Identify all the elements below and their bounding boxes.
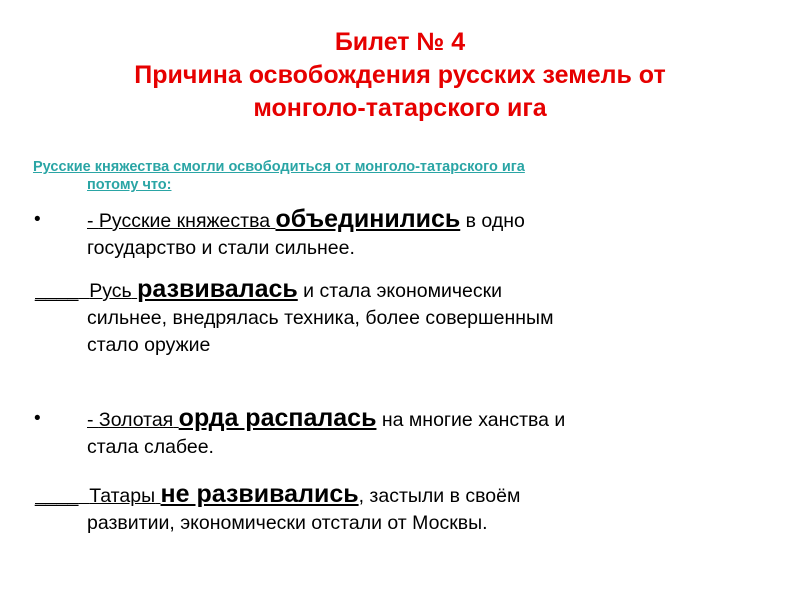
bullet-1-rest: в одно bbox=[460, 210, 525, 232]
paragraph-1-blank: ____ bbox=[35, 280, 79, 302]
paragraph-2 bbox=[35, 481, 520, 537]
bullet-1-dot: • bbox=[34, 209, 41, 230]
paragraph-2-rest: , застыли в своём bbox=[358, 485, 521, 507]
paragraph-1-line-1 bbox=[35, 276, 553, 305]
paragraph-2-line-2: развитии, экономически отстали от Москвы. bbox=[87, 512, 488, 534]
bullet-2-line-1 bbox=[87, 405, 565, 434]
paragraph-2-highlight: не развивались bbox=[160, 480, 359, 508]
bullet-1-line-1 bbox=[87, 206, 525, 235]
title-line-1: Билет № 4 bbox=[334, 28, 466, 56]
paragraph-1 bbox=[35, 276, 553, 359]
paragraph-1-line-3: стало оружие bbox=[87, 334, 211, 356]
bullet-2 bbox=[87, 405, 565, 461]
paragraph-2-blank: ____ bbox=[35, 485, 79, 507]
bullet-2-dot: • bbox=[34, 408, 41, 429]
paragraph-2-subject: Татары bbox=[89, 485, 156, 507]
bullet-2-underlined: Золотая bbox=[98, 409, 174, 431]
bullet-1-highlight: объединились bbox=[275, 205, 461, 233]
bullet-2-prefix: - bbox=[87, 409, 99, 431]
title-line-3: монголо-татарского ига bbox=[253, 94, 547, 122]
ticket-title bbox=[0, 26, 800, 125]
title-line-2: Причина освобождения русских земель от bbox=[134, 61, 666, 89]
paragraph-1-subject: Русь bbox=[89, 280, 132, 302]
bullet-2-highlight: орда распалась bbox=[178, 404, 377, 432]
bullet-1-line-2: государство и стали сильнее. bbox=[87, 237, 355, 259]
intro-text bbox=[33, 158, 525, 194]
paragraph-2-line-1 bbox=[35, 481, 520, 510]
paragraph-1-line-2: сильнее, внедрялась техника, более совершенным bbox=[87, 307, 554, 329]
bullet-2-rest: на многие ханства и bbox=[376, 409, 566, 431]
intro-line-2: потому что: bbox=[87, 177, 172, 193]
paragraph-1-rest: и стала экономически bbox=[297, 280, 503, 302]
paragraph-1-highlight: развивалась bbox=[137, 275, 298, 303]
bullet-2-line-2: стала слабее. bbox=[87, 436, 214, 458]
intro-line-1: Русские княжества смогли освободиться от монголо-татарского ига bbox=[33, 159, 525, 175]
bullet-1 bbox=[87, 206, 525, 262]
bullet-1-underlined: Русские княжества bbox=[98, 210, 271, 232]
bullet-1-prefix: - bbox=[87, 210, 99, 232]
